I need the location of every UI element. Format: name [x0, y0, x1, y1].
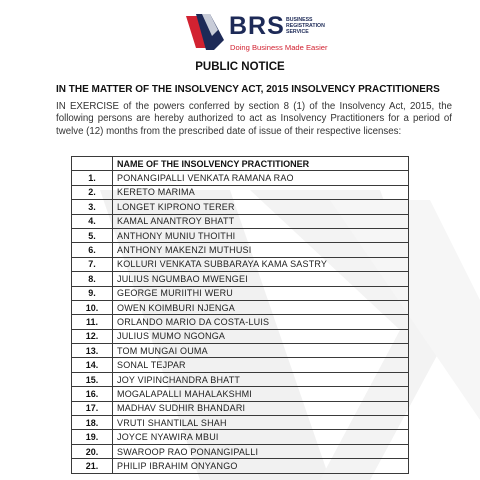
practitioner-name: JULIUS MUMO NGONGA: [113, 329, 409, 343]
practitioners-table: [71, 156, 409, 474]
practitioner-name: VRUTI SHANTILAL SHAH: [113, 416, 409, 430]
row-number: 20.: [72, 444, 113, 458]
practitioner-name: ANTHONY MAKENZI MUTHUSI: [113, 243, 409, 257]
table-row: [72, 228, 409, 242]
row-number: 10.: [72, 300, 113, 314]
brand-name: [286, 17, 325, 35]
table-row: [72, 286, 409, 300]
practitioner-name: MOGALAPALLI MAHALAKSHMI: [113, 387, 409, 401]
header-number-cell: [72, 157, 113, 171]
table-row: [72, 200, 409, 214]
practitioner-name: GEORGE MURIITHI WERU: [113, 286, 409, 300]
notice-title: PUBLIC NOTICE: [195, 61, 285, 73]
row-number: 18.: [72, 416, 113, 430]
table-body: [72, 171, 409, 473]
row-number: 3.: [72, 200, 113, 214]
table-row: [72, 300, 409, 314]
row-number: 2.: [72, 185, 113, 199]
brs-logo: [184, 6, 328, 56]
table-row: [72, 257, 409, 271]
notice-paragraph: IN EXERCISE of the powers conferred by section 8 (1) of the Insolvency Act, 2015, the following persons are hereby authorized to act as Insolvency Practitioners for a period of twelve (12) months from the prescribed date of issue of their respective licenses:: [56, 101, 452, 137]
table-row: [72, 315, 409, 329]
brand-name-line: SERVICE: [286, 29, 309, 35]
brand-name-line: REGISTRATION: [286, 23, 325, 29]
practitioner-name: SONAL TEJPAR: [113, 358, 409, 372]
practitioner-name: JOY VIPINCHANDRA BHATT: [113, 372, 409, 386]
practitioner-name: MADHAV SUDHIR BHANDARI: [113, 401, 409, 415]
table-row: [72, 171, 409, 185]
brand-tagline: Doing Business Made Easier: [230, 43, 328, 52]
table-row: [72, 185, 409, 199]
notice-matter-heading: IN THE MATTER OF THE INSOLVENCY ACT, 2015 INSOLVENCY PRACTITIONERS: [56, 84, 440, 95]
practitioner-name: JULIUS NGUMBAO MWENGEI: [113, 272, 409, 286]
practitioner-name: PHILIP IBRAHIM ONYANGO: [113, 459, 409, 473]
table-header-row: [72, 157, 409, 171]
row-number: 4.: [72, 214, 113, 228]
header-name-cell: NAME OF THE INSOLVENCY PRACTITIONER: [113, 157, 409, 171]
brand-name-line: BUSINESS: [286, 17, 313, 23]
practitioner-name: ORLANDO MARIO DA COSTA-LUIS: [113, 315, 409, 329]
row-number: 8.: [72, 272, 113, 286]
table-row: [72, 358, 409, 372]
row-number: 17.: [72, 401, 113, 415]
table-row: [72, 344, 409, 358]
row-number: 7.: [72, 257, 113, 271]
practitioner-name: ANTHONY MUNIU THOITHI: [113, 228, 409, 242]
practitioner-name: OWEN KOIMBURI NJENGA: [113, 300, 409, 314]
row-number: 6.: [72, 243, 113, 257]
table-row: [72, 372, 409, 386]
practitioner-name: LONGET KIPRONO TERER: [113, 200, 409, 214]
table-row: [72, 214, 409, 228]
row-number: 9.: [72, 286, 113, 300]
table-row: [72, 401, 409, 415]
table-row: [72, 416, 409, 430]
table-row: [72, 243, 409, 257]
row-number: 11.: [72, 315, 113, 329]
row-number: 19.: [72, 430, 113, 444]
practitioner-name: PONANGIPALLI VENKATA RAMANA RAO: [113, 171, 409, 185]
brs-logo-icon: [184, 10, 226, 52]
practitioner-name: KERETO MARIMA: [113, 185, 409, 199]
practitioner-name: JOYCE NYAWIRA MBUI: [113, 430, 409, 444]
row-number: 5.: [72, 228, 113, 242]
row-number: 14.: [72, 358, 113, 372]
table-row: [72, 329, 409, 343]
row-number: 15.: [72, 372, 113, 386]
practitioner-name: SWAROOP RAO PONANGIPALLI: [113, 444, 409, 458]
table-row: [72, 459, 409, 473]
table-row: [72, 430, 409, 444]
row-number: 12.: [72, 329, 113, 343]
practitioner-name: KOLLURI VENKATA SUBBARAYA KAMA SASTRY: [113, 257, 409, 271]
table-row: [72, 444, 409, 458]
row-number: 13.: [72, 344, 113, 358]
table-row: [72, 387, 409, 401]
table-row: [72, 272, 409, 286]
row-number: 21.: [72, 459, 113, 473]
row-number: 1.: [72, 171, 113, 185]
row-number: 16.: [72, 387, 113, 401]
practitioner-name: KAMAL ANANTROY BHATT: [113, 214, 409, 228]
brand-short: BRS: [229, 12, 285, 40]
practitioner-name: TOM MUNGAI OUMA: [113, 344, 409, 358]
